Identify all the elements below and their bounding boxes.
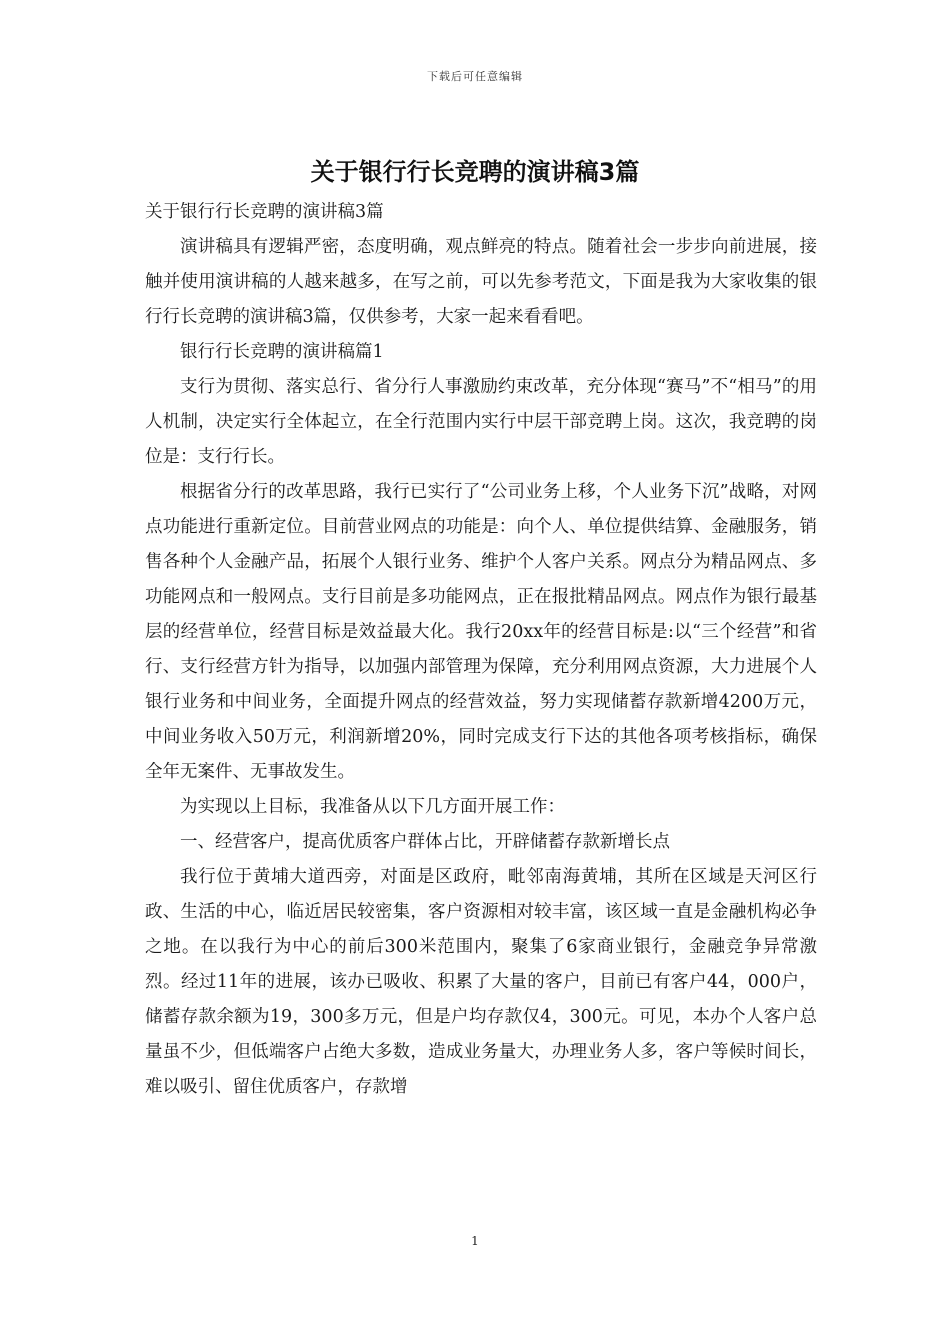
- body-paragraph: 为实现以上目标，我准备从以下几方面开展工作：: [180, 797, 565, 817]
- page-number: 1: [471, 1234, 479, 1248]
- body-paragraph: 我行位于黄埔大道西旁，对面是区政府，毗邻南海黄埔，其所在区域是天河区行政、生活的中心，临近居民较密集，客户资源相对较丰富，该区域一直是金融机构必争之地。在以我行为中心的前后300米范围内，聚集了6家商业银行，金融竞争异常激烈。经过11年的进展，该办已吸收、积累了大量的客户，目前已有客户44，000户，储蓄存款余额为19，300多万元，但是户均存款仅4，300元。可见，本办个人客户总量虽不少，但低端客户占绝大多数，造成业务量大，办理业务人多，客户等候时间长，难以吸引、留住优质客户，存款增: [145, 867, 817, 1097]
- body-paragraph: 根据省分行的改革思路，我行已实行了“公司业务上移，个人业务下沉”战略，对网点功能进行重新定位。目前营业网点的功能是：向个人、单位提供结算、金融服务，销售各种个人金融产品，拓展个人银行业务、维护个人客户关系。网点分为精品网点、多功能网点和一般网点。支行目前是多功能网点，正在报批精品网点。网点作为银行最基层的经营单位，经营目标是效益最大化。我行20xx年的经营目标是:以“三个经营”和省行、支行经营方针为指导，以加强内部管理为保障，充分利用网点资源，大力进展个人银行业务和中间业务，全面提升网点的经营效益，努力实现储蓄存款新增4200万元，中间业务收入50万元，利润新增20%，同时完成支行下达的其他各项考核指标，确保全年无案件、无事故发生。: [145, 482, 817, 782]
- section-heading: 银行行长竞聘的演讲稿篇1: [180, 342, 384, 362]
- document-body: [145, 195, 817, 1105]
- subsection-heading: 一、经营客户，提高优质客户群体占比，开辟储蓄存款新增长点: [180, 832, 670, 852]
- page-header-note: 下载后可任意编辑: [427, 70, 523, 83]
- body-paragraph: 支行为贯彻、落实总行、省分行人事激励约束改革，充分体现“赛马”不“相马”的用人机制，决定实行全体起立，在全行范围内实行中层干部竞聘上岗。这次，我竞聘的岗位是：支行行长。: [145, 377, 817, 467]
- subtitle-paragraph: 关于银行行长竞聘的演讲稿3篇: [145, 202, 384, 222]
- document-title: 关于银行行长竞聘的演讲稿3篇: [310, 158, 640, 186]
- intro-paragraph: 演讲稿具有逻辑严密，态度明确，观点鲜亮的特点。随着社会一步步向前进展，接触并使用演讲稿的人越来越多，在写之前，可以先参考范文，下面是我为大家收集的银行行长竞聘的演讲稿3篇，仅供参考，大家一起来看看吧。: [145, 237, 817, 327]
